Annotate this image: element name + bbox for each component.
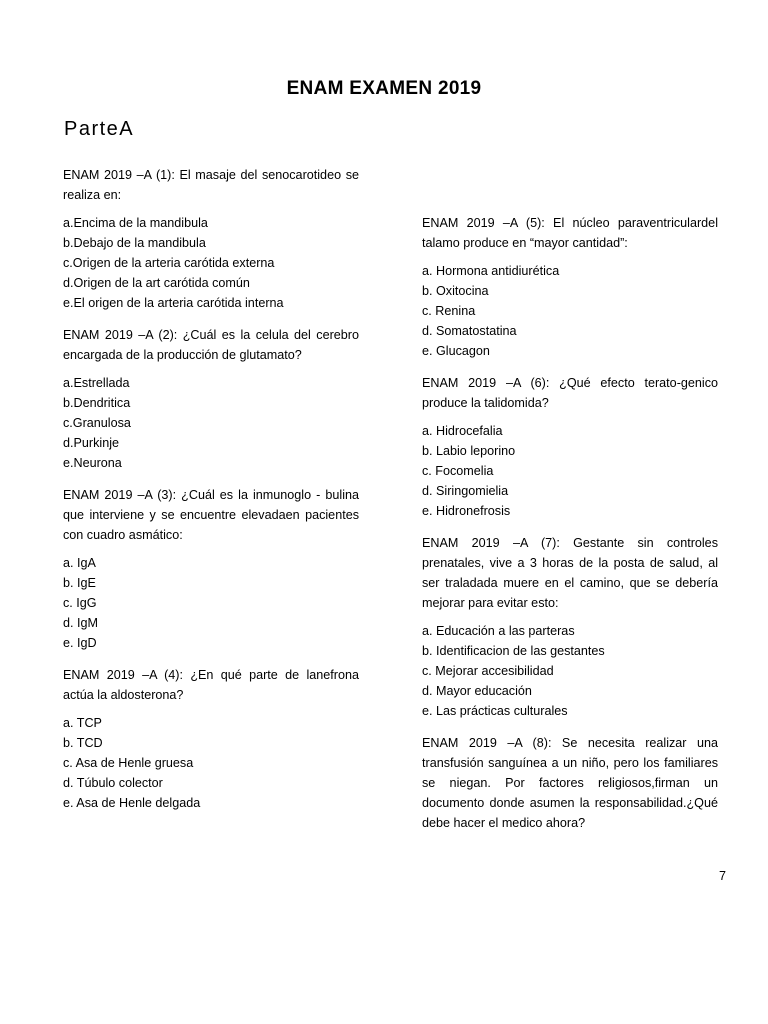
option-item: a. IgA (63, 556, 96, 570)
option-item: a. Hidrocefalia (422, 424, 503, 438)
option-item: e. IgD (63, 636, 97, 650)
option-item: e. Glucagon (422, 344, 490, 358)
options-question-2 (63, 373, 359, 473)
option-item: b. Oxitocina (422, 284, 489, 298)
option-item: d. Mayor educación (422, 684, 532, 698)
option-item: e. Asa de Henle delgada (63, 796, 201, 810)
option-item: d.Origen de la art carótida común (63, 276, 250, 290)
question-6: ENAM 2019 –A (6): ¿Qué efecto terato-genico produce la talidomida? (422, 376, 718, 410)
section-heading: ParteA (64, 118, 135, 140)
option-item: e.El origen de la arteria carótida interna (63, 296, 284, 310)
option-item: a. Educación a las parteras (422, 624, 575, 638)
option-item: d. Siringomielia (422, 484, 509, 498)
option-item: c.Granulosa (63, 416, 131, 430)
option-item: b. Labio leporino (422, 444, 516, 458)
question-4: ENAM 2019 –A (4): ¿En qué parte de lanefrona actúa la aldosterona? (63, 668, 359, 702)
options-question-5 (422, 261, 718, 361)
option-item: a.Estrellada (63, 376, 130, 390)
option-item: b.Dendritica (63, 396, 131, 410)
options-question-1 (63, 213, 359, 313)
left-column (63, 165, 359, 825)
option-item: a.Encima de la mandibula (63, 216, 208, 230)
option-item: c. IgG (63, 596, 97, 610)
option-item: e.Neurona (63, 456, 122, 470)
option-item: b.Debajo de la mandibula (63, 236, 206, 250)
question-5: ENAM 2019 –A (5): El núcleo paraventriculardel talamo produce en “mayor cantidad”: (422, 216, 718, 250)
page-title: ENAM EXAMEN 2019 (286, 78, 482, 99)
option-item: d. IgM (63, 616, 98, 630)
option-item: c. Renina (422, 304, 476, 318)
page-number: 7 (719, 869, 727, 883)
option-item: e. Hidronefrosis (422, 504, 511, 518)
option-item: c. Asa de Henle gruesa (63, 756, 194, 770)
option-item: a. Hormona antidiurética (422, 264, 560, 278)
question-3: ENAM 2019 –A (3): ¿Cuál es la inmunoglo - bulina que interviene y se encuentre elevadaen pacientes con cuadro asmático: (63, 488, 359, 542)
options-question-7 (422, 621, 718, 721)
option-item: b. IgE (63, 576, 96, 590)
question-1: ENAM 2019 –A (1): El masaje del senocarotideo se realiza en: (63, 168, 359, 202)
option-item: c. Mejorar accesibilidad (422, 664, 554, 678)
question-7: ENAM 2019 –A (7): Gestante sin controles prenatales, vive a 3 horas de la posta de salud, al ser traladada muere en el camino, que se debería mejorar para evitar esto: (422, 536, 718, 610)
option-item: d. Somatostatina (422, 324, 517, 338)
options-question-3 (63, 553, 359, 653)
option-item: c.Origen de la arteria carótida externa (63, 256, 275, 270)
option-item: d. Túbulo colector (63, 776, 163, 790)
option-item: b. TCD (63, 736, 103, 750)
option-item: b. Identificacion de las gestantes (422, 644, 605, 658)
options-question-6 (422, 421, 718, 521)
question-8: ENAM 2019 –A (8): Se necesita realizar una transfusión sanguínea a un niño, pero los familiares se niegan. Por factores religiosos,firman un documento donde asumen la responsabilidad.¿Qué debe hacer el medico ahora? (422, 736, 718, 830)
right-column (422, 213, 718, 841)
question-2: ENAM 2019 –A (2): ¿Cuál es la celula del cerebro encargada de la producción de glutamato? (63, 328, 359, 362)
option-item: a. TCP (63, 716, 102, 730)
option-item: c. Focomelia (422, 464, 494, 478)
options-question-4 (63, 713, 359, 813)
option-item: e. Las prácticas culturales (422, 704, 568, 718)
option-item: d.Purkinje (63, 436, 120, 450)
